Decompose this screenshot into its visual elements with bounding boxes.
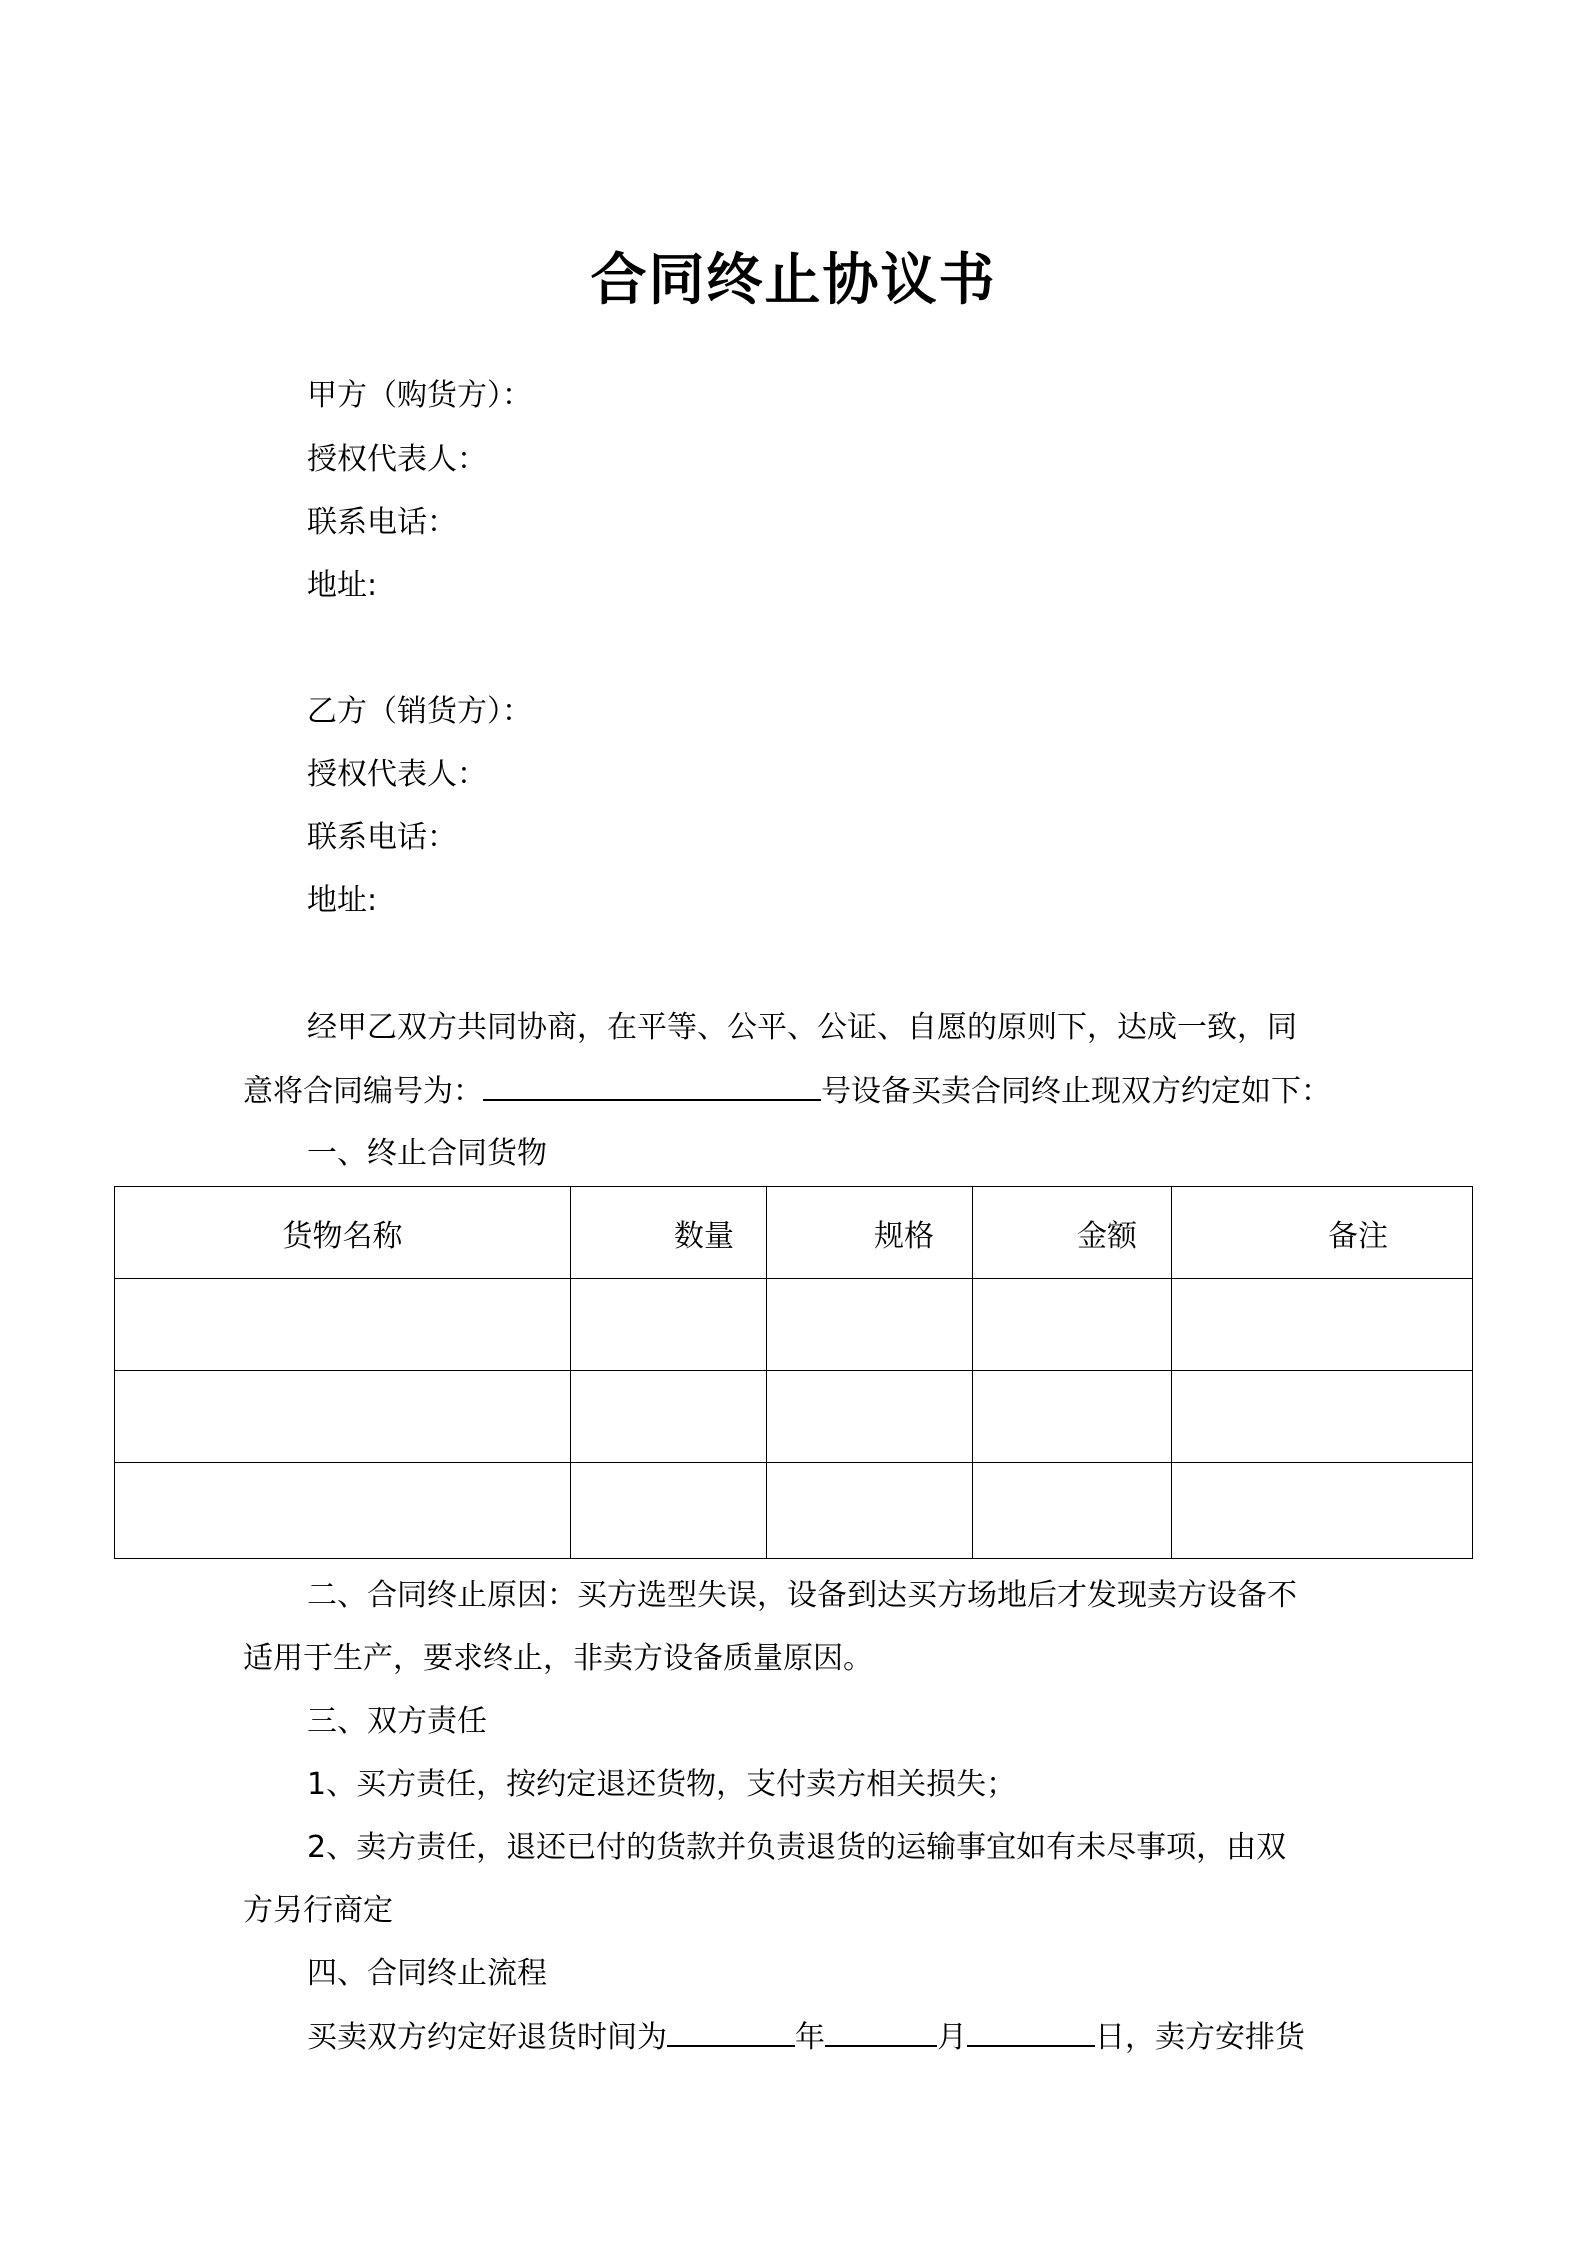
header-goods-name: 货物名称 <box>115 1187 571 1279</box>
intro-line-2-suffix: 号设备买卖合同终止现双方约定如下： <box>821 1074 1331 1109</box>
table-cell[interactable] <box>767 1371 973 1463</box>
section-2-line-2: 适用于生产，要求终止，非卖方设备质量原因。 <box>243 1641 873 1676</box>
section-4-return-date-line <box>307 2015 1305 2060</box>
table-row <box>115 1463 1473 1559</box>
section-1-heading: 一、终止合同货物 <box>307 1136 547 1171</box>
party-a-label: 甲方（购货方）： <box>307 378 532 413</box>
party-a-address: 地址: <box>307 568 378 603</box>
intro-line-2-prefix: 意将合同编号为： <box>243 1074 483 1109</box>
table-header-row <box>115 1187 1473 1279</box>
party-b-label: 乙方（销货方）： <box>307 694 532 729</box>
table-cell[interactable] <box>767 1279 973 1371</box>
party-b-address: 地址: <box>307 883 378 918</box>
return-date-prefix: 买卖双方约定好退货时间为 <box>307 2020 667 2055</box>
section-3-heading: 三、双方责任 <box>307 1704 487 1739</box>
party-b-phone: 联系电话： <box>307 820 457 855</box>
table-cell[interactable] <box>115 1279 571 1371</box>
table-cell[interactable] <box>115 1463 571 1559</box>
table-cell[interactable] <box>571 1279 767 1371</box>
year-label: 年 <box>795 2020 825 2055</box>
table-cell[interactable] <box>767 1463 973 1559</box>
contract-number-blank[interactable] <box>483 1069 821 1101</box>
document-title: 合同终止协议书 <box>590 247 997 313</box>
day-suffix: 日，卖方安排货 <box>1095 2020 1305 2055</box>
section-3-item-2-line-1: 2、卖方责任，退还已付的货款并负责退货的运输事宜如有未尽事项，由双 <box>307 1830 1287 1865</box>
table-row <box>115 1279 1473 1371</box>
return-month-blank[interactable] <box>825 2015 937 2047</box>
party-a-phone: 联系电话： <box>307 505 457 540</box>
return-day-blank[interactable] <box>967 2015 1095 2047</box>
section-3-item-2-line-2: 方另行商定 <box>243 1893 393 1928</box>
header-specification: 规格 <box>767 1187 973 1279</box>
table-cell[interactable] <box>571 1371 767 1463</box>
table-cell[interactable] <box>1172 1463 1473 1559</box>
intro-line-1: 经甲乙双方共同协商，在平等、公平、公证、自愿的原则下，达成一致，同 <box>307 1010 1297 1045</box>
intro-line-2 <box>243 1069 1331 1114</box>
header-amount: 金额 <box>973 1187 1172 1279</box>
section-3-item-1: 1、买方责任，按约定退还货物，支付卖方相关损失； <box>307 1767 1017 1802</box>
party-b-representative: 授权代表人： <box>307 757 487 792</box>
return-year-blank[interactable] <box>667 2015 795 2047</box>
table-cell[interactable] <box>1172 1371 1473 1463</box>
section-4-heading: 四、合同终止流程 <box>307 1956 547 1991</box>
table-cell[interactable] <box>973 1279 1172 1371</box>
header-remarks: 备注 <box>1172 1187 1473 1279</box>
header-quantity: 数量 <box>571 1187 767 1279</box>
table-cell[interactable] <box>973 1463 1172 1559</box>
party-a-representative: 授权代表人： <box>307 442 487 477</box>
table-cell[interactable] <box>115 1371 571 1463</box>
month-label: 月 <box>937 2020 967 2055</box>
table-cell[interactable] <box>571 1463 767 1559</box>
goods-table <box>114 1186 1473 1559</box>
table-cell[interactable] <box>1172 1279 1473 1371</box>
table-row <box>115 1371 1473 1463</box>
table-cell[interactable] <box>973 1371 1172 1463</box>
section-2-line-1: 二、合同终止原因：买方选型失误，设备到达买方场地后才发现卖方设备不 <box>307 1578 1297 1613</box>
